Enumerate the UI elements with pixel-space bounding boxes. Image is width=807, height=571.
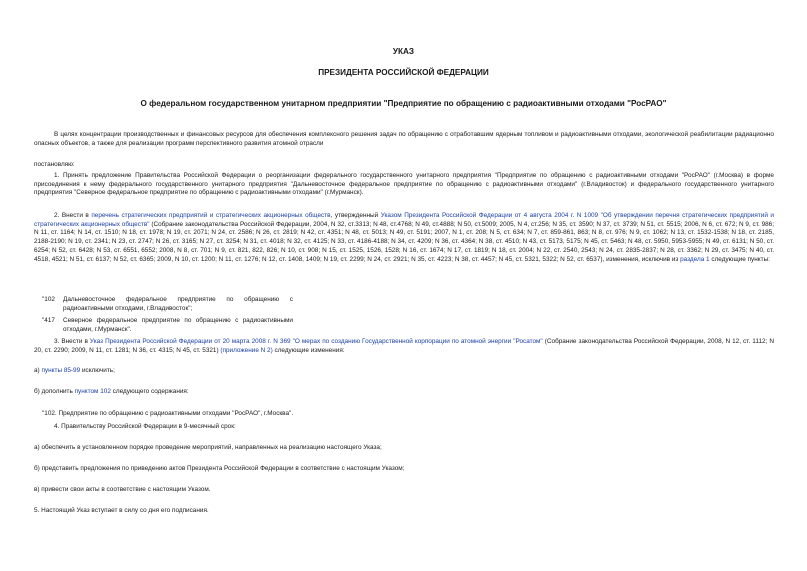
items-85-99-link[interactable]: пункты 85-99 [41,367,81,374]
item-3a-paragraph [34,367,774,376]
item-3-paragraph [34,338,774,355]
item-3b-paragraph [34,388,774,397]
excluded-code: "417 [42,317,55,324]
item-3-post: следующие изменения: [272,346,345,354]
item-3b-pre: б) дополнить [34,388,75,395]
item-3a-pre: а) [34,367,42,374]
decree-1009-link[interactable]: Указом Президента Российской Федерации от 4 августа 2004 г. N 1009 "Об утверждении перечня стратегических предприятий и стратегических акционерных обществ" [34,212,774,228]
item-2-post: следующие пункты: [709,255,770,263]
item-2-pre: 2. Внести в [54,212,92,219]
strategic-list-link[interactable]: перечень стратегических предприятий и стратегических акционерных обществ [91,212,331,219]
item-3-citation: (Собрание законодательства Российской Федерации, 2008, N 12, ст. 1112; N 20, ст. 2290; 2009, N 11, ст. 1281; N 36, ст. 4315; N 45, ст. 5321) [34,338,775,354]
preamble-paragraph: В целях концентрации производственных и финансовых ресурсов для обеспечения комплексного решения задач по обращению с отработавшим ядерным топливом и радиоактивными отходами, экологической реабилитации радиационно опасных объектов, а также для реализации программ перспективного развития атомной отрасли [34,131,774,147]
item-4c-paragraph: в) привести свои акты в соответствие с настоящим Указом. [34,486,211,493]
excluded-text: Северное федеральное предприятие по обращению с радиоактивными отходами, г.Мурманск". [63,317,293,333]
item-4-paragraph: 4. Правительству Российской Федерации в 9-месячный срок: [54,423,236,430]
item-2-citation: (Собрание законодательства Российской Федерации, 2004, N 32, ст.3313; N 48, ст.4768; N 49, ст.4888; N 50, ст.5009; 2005, N 4, ст.256; N 35, ст. 3590; N 37, ст. 3739; N 51, ст. 5515; 2006, N 6, ст. 672; N 9, ст. 986; N 11, ст. 1164; N 14, ст. 1510; N 18, ст. 1978; N 19, ст. 2071; N 24, ст. 2586; N 26, ст. 2819; N 42, ст. 4351; N 48, ст. 5013; N 49, ст. 5191; 2007, N 1, ст. 208; N 5, ст. 634; N 7, ст. 859-861, 863; N 8, ст. 976; N 9, ст. 1062; N 13, ст. 1532-1538; N 18, ст. 2185, 2188-2190; N 19, ст. 2341; N 23, ст. 2747; N 26, ст. 3165; N 27, ст. 3254; N 31, ст. 4018; N 32, ст. 4125; N 33, ст. 4186-4188; N 34, ст. 4209; N 36, ст. 4364; N 38, ст. 4510; N 43, ст. 5173, 5175; N 45, ст. 5463; N 48, ст. 5950, 5953-5955; N 49, ст. 6131; N 50, ст. 6254; N 52, ст. 6428; N 53, ст. 6551, 6552; 2008, N 8, ст. 701; N 9, ст. 821, 822, 826; N 10, ст. 908; N 15, ст. 1525, 1526, 1528; N 16, ст. 1674; N 17, ст. 1819; N 18, ст. 2004; N 22, ст. 2540, 2543; N 24, ст. 2835-2837; N 28, ст. 3362; N 29, ст. 3475; N 40, ст. 4518, 4521; N 51, ст. 6137; N 52, ст. 6365; 2009, N 10, ст. 1200; N 11, ст. 1276; N 12, ст. 1408, 1409; N 19, ст. 2299; N 24, ст. 2921; N 35, ст. 4223; N 38, ст. 4457; N 45, ст. 5321, 5322; N 52, ст. 6537), изменения, исключив из [34,220,775,263]
item-3b-post: следующего содержания: [110,388,189,395]
excluded-code: "102 [42,296,55,303]
added-item-102: "102. Предприятие по обращению с радиоактивными отходами "РосРАО", г.Москва". [42,410,294,417]
item-2-paragraph [34,212,774,264]
item-3-pre: 3. Внести в [54,338,90,345]
item-102-link[interactable]: пунктом 102 [74,388,111,395]
item-2-mid: , утвержденный [330,212,381,219]
decree-title: УКАЗ [392,47,415,56]
item-4a-paragraph: а) обеспечить в установленном порядке проведение мероприятий, направленных на реализацию настоящего Указа; [34,444,382,451]
decree-issuer: ПРЕЗИДЕНТА РОССИЙСКОЙ ФЕДЕРАЦИИ [318,68,489,77]
item-5-paragraph: 5. Настоящий Указ вступает в силу со дня его подписания. [34,507,209,514]
resolve-text: постановляю: [34,161,75,168]
section-1-link[interactable]: раздела 1 [680,255,710,263]
item-3a-post: исключить; [80,367,115,374]
decree-name: О федеральном государственном унитарном предприятии "Предприятие по обращению с радиоактивными отходами "РосРАО" [140,99,667,108]
decree-369-link[interactable]: Указ Президента Российской Федерации от 20 марта 2008 г. N 369 "О мерах по созданию Государственной корпорации по атомной энергии "Росатом" [89,338,543,345]
item-4b-paragraph: б) представить предложения по приведению актов Президента Российской Федерации в соответствие с настоящим Указом; [34,465,405,472]
appendix-2-link[interactable]: (приложение N 2) [220,346,273,354]
item-1-paragraph: 1. Принять предложение Правительства Российской Федерации о реорганизации федерального государственного унитарного предприятия "Предприятие по обращению с радиоактивными отходами "РосРАО" (г.Москва) в форме присоединения к нему федерального государственного унитарного предприятия "Дальневосточное федеральное предприятие по обращению с радиоактивными отходами" (г.Владивосток) и федерального государственного унитарного предприятия "Северное федеральное предприятие по обращению с радиоактивными отходами" (г.Мурманск). [34,172,774,197]
excluded-text: Дальневосточное федеральное предприятие по обращению с радиоактивными отходами, г.Владивосток"; [63,296,293,312]
